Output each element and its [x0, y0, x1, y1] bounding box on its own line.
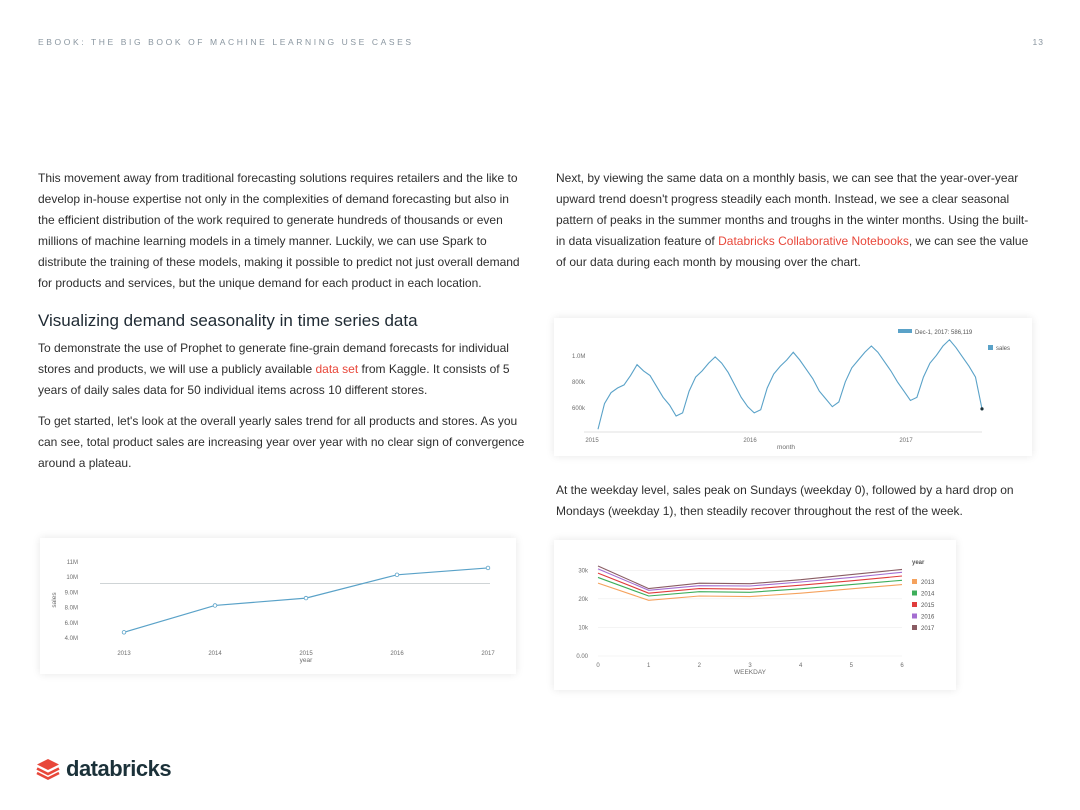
y-tick-label: 10k [578, 625, 588, 632]
y-tick-label: 10M [66, 575, 78, 582]
legend-swatch [912, 591, 917, 596]
x-tick-label: 2016 [743, 438, 757, 444]
y-tick-label: 0.00 [576, 654, 588, 660]
databricks-logo [36, 756, 171, 782]
data-point [213, 604, 217, 608]
y-tick-label: 9.0M [64, 590, 78, 597]
x-axis-title: WEEKDAY [733, 669, 767, 676]
x-tick-label: 2013 [117, 651, 131, 657]
data-point [486, 566, 490, 570]
x-tick-label: 4 [798, 663, 803, 669]
prophet-paragraph-text-a: To demonstrate the use of Prophet to generate fine-grain demand forecasts for individual stores and products, we will use a publicly available [38, 341, 509, 376]
trend-paragraph: To get started, let's look at the overall yearly sales trend for all products and stores. As you can see, total product sales are increasing year over year with no clear sign of convergence around a plateau. [38, 414, 525, 470]
series-line-2016 [598, 569, 902, 590]
data-point [304, 596, 308, 600]
y-tick-label: 1.0M [572, 354, 586, 360]
page-number: 13 [1032, 37, 1044, 47]
databricks-stack-icon [36, 758, 60, 780]
data-point [122, 631, 126, 635]
legend-label: sales [996, 346, 1011, 352]
y-tick-label: 4.0M [64, 636, 78, 642]
prophet-paragraph [38, 338, 528, 401]
y-tick-label: 800k [572, 380, 586, 386]
monthly-paragraph-text-b: , we can see the value of our data during each month by mousing over the chart. [556, 234, 1029, 269]
y-tick-label: 11M [66, 560, 78, 566]
legend-label: 2013 [921, 580, 935, 586]
legend-swatch [912, 614, 917, 619]
tooltip-text: Dec-1, 2017: 586,119 [915, 330, 973, 336]
monthly-sales-chart-svg [554, 318, 1032, 456]
logo-wordmark: databricks [66, 756, 172, 781]
ebook-title-header: EBOOK: THE BIG BOOK OF MACHINE LEARNING USE CASES [38, 37, 414, 47]
databricks-notebooks-link[interactable]: Databricks Collaborative Notebooks [718, 234, 909, 248]
x-tick-label: 2016 [390, 651, 404, 657]
legend-label: 2016 [921, 614, 935, 621]
section-heading: Visualizing demand seasonality in time series data [38, 311, 418, 330]
x-tick-label: 0 [596, 663, 600, 669]
monthly-sales-chart [554, 318, 1032, 456]
legend-swatch [912, 602, 917, 607]
legend-label: 2017 [921, 626, 935, 632]
tooltip-swatch [898, 329, 912, 333]
x-tick-label: 3 [748, 663, 752, 669]
legend-swatch [912, 579, 917, 584]
data-point [395, 573, 399, 577]
legend-title: year [912, 560, 925, 566]
x-axis-title: month [776, 444, 796, 451]
yearly-sales-chart-svg [40, 538, 516, 674]
legend-swatch [912, 625, 917, 630]
legend-swatch [988, 345, 993, 350]
monthly-paragraph [556, 168, 1036, 273]
y-tick-label: 20k [578, 596, 588, 603]
right-column [556, 168, 1036, 273]
weekday-text-block [556, 480, 1036, 522]
monthly-paragraph-text-a: Next, by viewing the same data on a monthly basis, we can see that the year-over-year upward trend doesn't progress steadily each month. Instead, we see a clear seasonal pattern of peaks in the summer months and troughs in the winter months. Using the built-in data visualization feature of [556, 171, 1029, 248]
y-tick-label: 8.0M [64, 605, 78, 612]
weekday-paragraph: At the weekday level, sales peak on Sundays (weekday 0), followed by a hard drop on Mondays (weekday 1), then steadily recover throughout the rest of the week. [556, 483, 1014, 518]
x-tick-label: 2015 [585, 438, 599, 444]
x-tick-label: 2017 [481, 651, 495, 657]
y-tick-label: 6.0M [64, 620, 78, 627]
weekday-sales-chart [554, 540, 956, 690]
legend-label: 2014 [921, 591, 935, 598]
intro-paragraph: This movement away from traditional forecasting solutions requires retailers and the like to develop in-house expertise not only in the complexities of demand forecasting but also in the efficient distribution of the work required to generate hundreds of thousands or even millions of machine learning models in a timely manner. Luckily, we can use Spark to distribute the training of these models, making it possible to predict not just overall demand for products and services, but the unique demand for each product in each location. [38, 171, 520, 290]
y-tick-label: 30k [578, 568, 588, 575]
y-axis-title: sales [51, 592, 58, 608]
x-tick-label: 2015 [299, 651, 313, 657]
hover-point [980, 407, 983, 410]
yearly-sales-chart [40, 538, 516, 674]
x-axis-title: year [299, 657, 313, 664]
series-line-2015 [598, 573, 902, 593]
y-tick-label: 600k [572, 406, 586, 412]
x-tick-label: 6 [900, 663, 904, 669]
data-set-link[interactable]: data set [315, 362, 359, 376]
weekday-sales-chart-svg [554, 540, 956, 690]
x-tick-label: 5 [849, 663, 854, 669]
x-tick-label: 2014 [208, 651, 222, 657]
x-tick-label: 1 [646, 663, 651, 669]
prophet-paragraph-text-b: from Kaggle. It consists of 5 years of daily sales data for 50 individual items across 10 different stores. [38, 362, 510, 397]
x-tick-label: 2 [697, 663, 702, 669]
left-column [38, 168, 528, 474]
sales-line [598, 340, 982, 429]
legend-label: 2015 [921, 603, 935, 609]
x-tick-label: 2017 [899, 438, 913, 444]
